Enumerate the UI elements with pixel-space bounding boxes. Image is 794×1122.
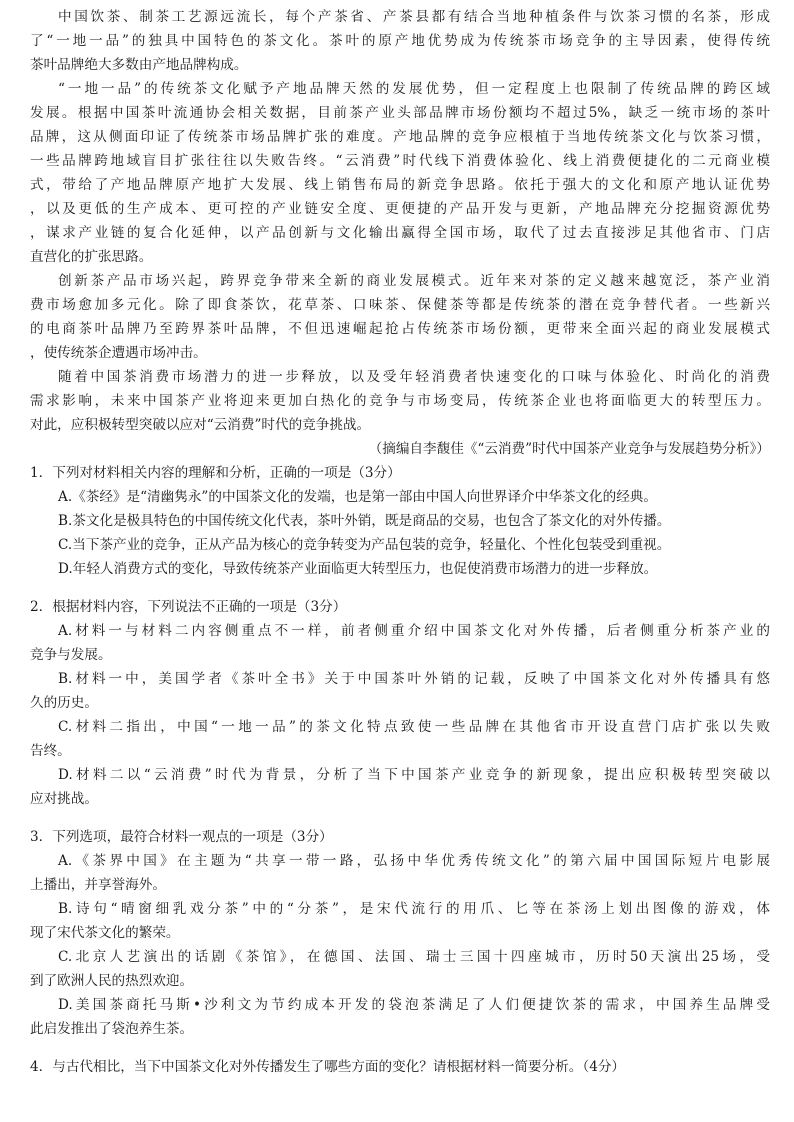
- passage-line: 创新茶产品市场兴起，跨界竞争带来全新的商业发展模式。近年来对茶的定义越来越宽泛，茶产业消: [58, 273, 770, 289]
- passage-line: 中国饮茶、制茶工艺源远流长，每个产茶省、产茶县都有结合当地种植条件与饮茶习惯的名茶，形成: [58, 9, 770, 25]
- question-2-option-a-cont: 竞争与发展。: [30, 647, 112, 663]
- question-3-option-c-cont: 到了欧洲人民的热烈欢迎。: [30, 973, 194, 989]
- passage-line: 的电商茶叶品牌乃至跨界茶叶品牌，不但迅速崛起抢占传统茶市场份额，更带来全面兴起的商业发展模式: [30, 321, 770, 337]
- question-2-option-d-cont: 应对挑战。: [30, 791, 98, 807]
- passage-line: 费市场愈加多元化。除了即食茶饮，花草茶、口味茶、保健茶等都是传统茶的潜在竞争替代者。一些新兴: [30, 297, 770, 313]
- passage-line: ，使传统茶企遭遇市场冲击。: [30, 345, 207, 361]
- question-2-stem: 2．根据材料内容，下列说法不正确的一项是（3分）: [30, 599, 347, 615]
- question-1-option-d: D.年轻人消费方式的变化，导致传统茶产业面临更大转型压力，也促使消费市场潜力的进一步释放。: [58, 561, 658, 577]
- question-1-stem: 1．下列对材料相关内容的理解和分析，正确的一项是（3分）: [30, 465, 401, 481]
- question-3-option-c: C.北京人艺演出的话剧《茶馆》，在德国、法国、瑞士三国十四座城市，历时50天演出25场，受: [58, 949, 770, 965]
- passage-line: 需求影响，未来中国茶产业将迎来更加白热化的竞争与市场变局，传统茶企业也将面临更大的转型压力。: [30, 393, 770, 409]
- passage-line: ，以及更低的生产成本、更可控的产业链安全度、更便捷的产品开发与更新，产地品牌充分挖掘资源优势: [30, 201, 770, 217]
- question-2-option-a: A.材料一与材料二内容侧重点不一样，前者侧重介绍中国茶文化对外传播，后者侧重分析茶产业的: [58, 623, 770, 639]
- source-citation: （摘编自李馥佳《“云消费”时代中国茶产业竞争与发展趋势分析》）: [368, 441, 770, 457]
- passage-line: 了“一地一品”的独具中国特色的茶文化。茶叶的原产地优势成为传统茶市场竞争的主导因素，使得传统: [30, 33, 770, 49]
- question-3-option-a: A.《茶界中国》在主题为“共享一带一路，弘扬中华优秀传统文化”的第六届中国国际短片电影展: [58, 853, 770, 869]
- passage-line: 发展。根据中国茶叶流通协会相关数据，目前茶产业头部品牌市场份额均不超过5%，缺乏一统市场的茶叶: [30, 105, 770, 121]
- question-3-option-b-cont: 现了宋代茶文化的繁荣。: [30, 925, 180, 941]
- passage-line: 随着中国茶消费市场潜力的进一步释放，以及受年轻消费者快速变化的口味与体验化、时尚化的消费: [58, 369, 770, 385]
- question-2-option-b: B.材料一中，美国学者《茶叶全书》关于中国茶叶外销的记载，反映了中国茶文化对外传播具有悠: [58, 671, 770, 687]
- passage-line: 对此，应积极转型突破以应对“云消费”时代的竞争挑战。: [30, 417, 371, 433]
- question-1-option-a: A.《茶经》是“清幽隽永”的中国茶文化的发端，也是第一部由中国人向世界译介中华茶文化的经典。: [58, 489, 657, 505]
- question-2-option-b-cont: 久的历史。: [30, 695, 98, 711]
- question-3-option-d: D.美国茶商托马斯•沙利文为节约成本开发的袋泡茶满足了人们便捷饮茶的需求，中国养生品牌受: [58, 997, 770, 1013]
- passage-line: 式，带给了产地品牌原产地扩大发展、线上销售布局的新竞争思路。依托于强大的文化和原产地认证优势: [30, 177, 770, 193]
- question-3-stem: 3．下列选项，最符合材料一观点的一项是（3分）: [30, 829, 333, 845]
- passage-line: 直营化的扩张思路。: [30, 249, 153, 265]
- question-1-option-b: B.茶文化是极具特色的中国传统文化代表，茶叶外销，既是商品的交易，也包含了茶文化的对外传播。: [58, 513, 671, 529]
- passage-line: 茶叶品牌绝大多数由产地品牌构成。: [30, 57, 248, 73]
- passage-line: ，谋求产业链的复合化延伸，以产品创新与文化输出赢得全国市场，取代了过去直接涉足其他省市、门店: [30, 225, 770, 241]
- passage-line: “一地一品”的传统茶文化赋予产地品牌天然的发展优势，但一定程度上也限制了传统品牌的跨区域: [58, 81, 770, 97]
- passage-line: 一些品牌跨地域盲目扩张往往以失败告终。“云消费”时代线下消费体验化、线上消费便捷化的二元商业模: [30, 153, 770, 169]
- question-2-option-c: C.材料二指出，中国“一地一品”的茶文化特点致使一些品牌在其他省市开设直营门店扩张以失败: [58, 719, 770, 735]
- passage-line: 品牌，这从侧面印证了传统茶市场品牌扩张的难度。产地品牌的竞争应根植于当地传统茶文化与饮茶习惯，: [30, 129, 770, 145]
- question-1-option-c: C.当下茶产业的竞争，正从产品为核心的竞争转变为产品包装的竞争，轻量化、个性化包装受到重视。: [58, 537, 671, 553]
- question-2-option-c-cont: 告终。: [30, 743, 71, 759]
- question-4-stem: 4．与古代相比，当下中国茶文化对外传播发生了哪些方面的变化？请根据材料一简要分析。（4分）: [30, 1059, 626, 1075]
- question-3-option-d-cont: 此启发推出了袋泡养生茶。: [30, 1021, 194, 1037]
- question-3-option-b: B.诗句“晴窗细乳戏分茶”中的“分茶”，是宋代流行的用爪、匕等在茶汤上划出图像的游戏，体: [58, 901, 770, 917]
- question-3-option-a-cont: 上播出，并享誉海外。: [30, 877, 166, 893]
- question-2-option-d: D.材料二以“云消费”时代为背景，分析了当下中国茶产业竞争的新现象，提出应积极转型突破以: [58, 767, 770, 783]
